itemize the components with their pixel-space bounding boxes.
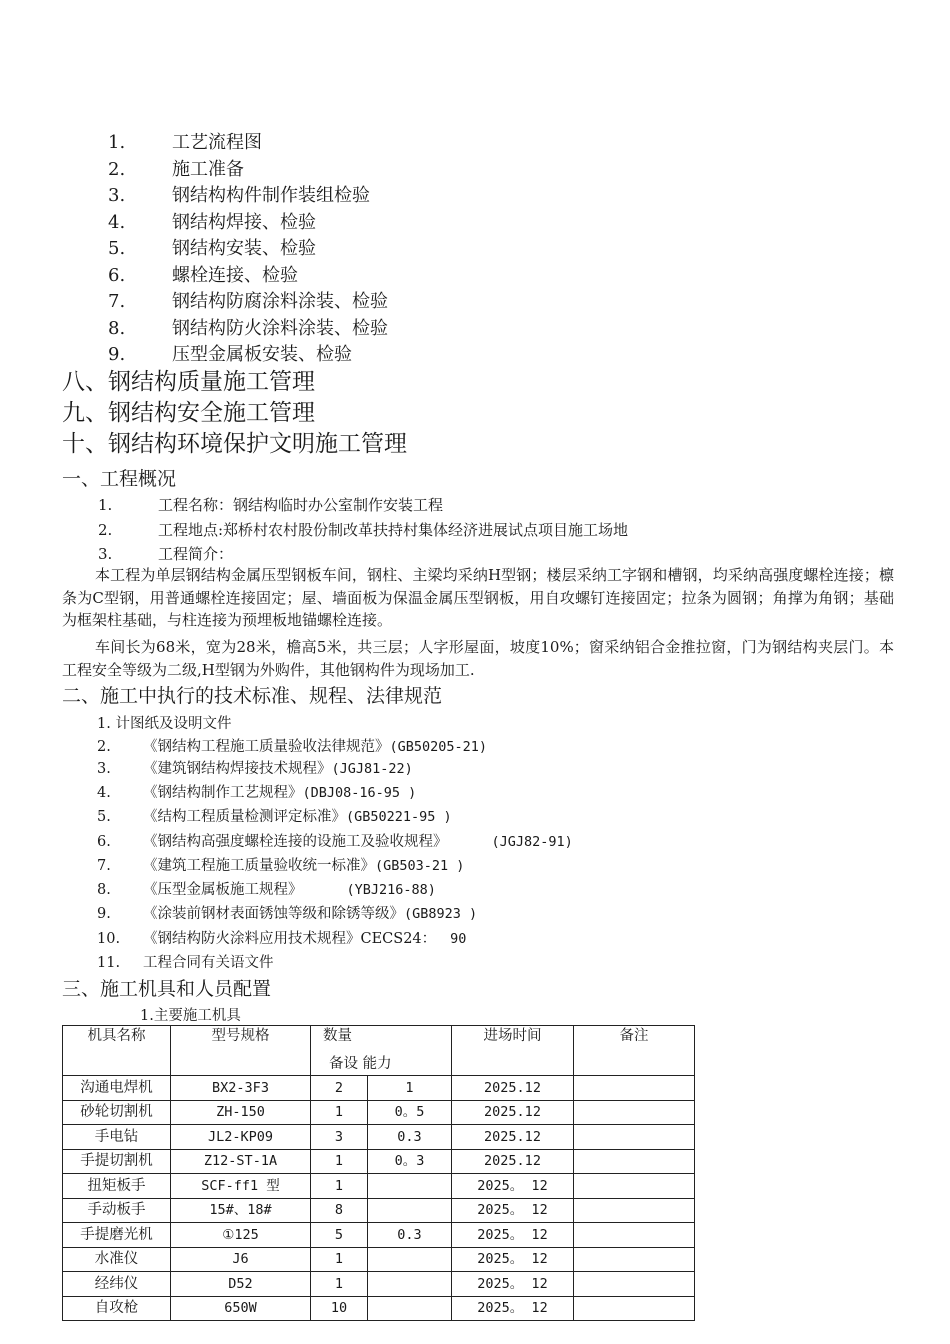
- standard-item: 10. 《钢结构防火涂料应用技术规程》CECS24： 90: [97, 931, 467, 947]
- toc-item: 8. 钢结构防火涂料涂装、检验: [108, 318, 388, 339]
- overview-paragraph: 车间长为68米，宽为28米，檐高5米，共三层；人字形屋面，坡度10%；窗采纳铝合金推拉窗，门为钢结构夹层门。本工程安全等级为二级,H型钢为外购件，其他钢构件为现场加工.: [62, 638, 894, 679]
- toc-item: 4. 钢结构焊接、检验: [108, 212, 316, 233]
- equipment-table: [62, 1025, 695, 1321]
- cell-date: 2025。 12: [452, 1247, 574, 1272]
- cell-qty: 8: [311, 1198, 368, 1223]
- cell-date: 2025。 12: [452, 1198, 574, 1223]
- cell-cap: [368, 1198, 452, 1223]
- cell-cap: 0.3: [368, 1223, 452, 1248]
- toc-item: 1. 工艺流程图: [108, 132, 262, 153]
- cell-note: [574, 1223, 695, 1248]
- section-heading: 一、工程概况: [62, 468, 177, 490]
- standard-item: 6. 《钢结构高强度螺栓连接的设施工及验收规程》 (JGJ82-91): [97, 834, 573, 850]
- table-row: [63, 1100, 695, 1125]
- cell-qty: 10: [311, 1296, 368, 1321]
- standard-item: 3. 《建筑钢结构焊接技术规程》(JGJ81-22): [97, 761, 413, 777]
- cell-name: 自攻枪: [63, 1296, 171, 1321]
- table-row: [63, 1198, 695, 1223]
- cell-qty: 1: [311, 1149, 368, 1174]
- header-cell-qty: 数量 备设 能力: [311, 1026, 452, 1076]
- cell-spec: ①125: [171, 1223, 311, 1248]
- section-heading: 二、施工中执行的技术标准、规程、法律规范: [62, 685, 443, 707]
- standard-item: 2. 《钢结构工程施工质量验收法律规范》(GB50205-21): [97, 739, 488, 755]
- cell-date: 2025。 12: [452, 1174, 574, 1199]
- cell-spec: 15#、18#: [171, 1198, 311, 1223]
- table-header-row: [63, 1026, 695, 1076]
- toc-item: 2. 施工准备: [108, 159, 244, 180]
- cell-spec: 650W: [171, 1296, 311, 1321]
- cell-qty: 1: [311, 1100, 368, 1125]
- list-item: 3. 工程简介：: [98, 545, 234, 563]
- cell-spec: Z12-ST-1A: [171, 1149, 311, 1174]
- cell-note: [574, 1149, 695, 1174]
- standard-item: 1. 计图纸及设明文件: [97, 716, 232, 732]
- cell-spec: D52: [171, 1272, 311, 1297]
- table-row: [63, 1076, 695, 1101]
- cell-cap: [368, 1296, 452, 1321]
- cell-note: [574, 1174, 695, 1199]
- cell-cap: 0.3: [368, 1125, 452, 1150]
- list-item: 2. 工程地点:郑桥村农村股份制改革扶持村集体经济进展试点项目施工场地: [98, 521, 629, 539]
- header-cell-date: 进场时间: [452, 1026, 574, 1076]
- standard-item: 9. 《涂装前钢材表面锈蚀等级和除锈等级》(GB8923 ): [97, 906, 478, 922]
- cell-note: [574, 1076, 695, 1101]
- standard-item: 7. 《建筑工程施工质量验收统一标准》(GB503-21 ): [97, 858, 465, 874]
- cell-name: 砂轮切割机: [63, 1100, 171, 1125]
- cell-qty: 1: [311, 1174, 368, 1199]
- cell-note: [574, 1198, 695, 1223]
- cell-note: [574, 1247, 695, 1272]
- toc-item: 9. 压型金属板安装、检验: [108, 344, 352, 365]
- chapter-heading: 八、钢结构质量施工管理: [62, 369, 315, 395]
- standard-item: 5. 《结构工程质量检测评定标准》(GB50221-95 ): [97, 809, 452, 825]
- table-row: [63, 1223, 695, 1248]
- standard-item: 8. 《压型金属板施工规程》 (YBJ216-88): [97, 882, 436, 898]
- toc-item: 7. 钢结构防腐涂料涂装、检验: [108, 291, 388, 312]
- cell-name: 手动板手: [63, 1198, 171, 1223]
- cell-date: 2025.12: [452, 1076, 574, 1101]
- cell-date: 2025。 12: [452, 1296, 574, 1321]
- cell-qty: 5: [311, 1223, 368, 1248]
- cell-name: 手提切割机: [63, 1149, 171, 1174]
- cell-qty: 2: [311, 1076, 368, 1101]
- toc-item: 6. 螺栓连接、检验: [108, 265, 298, 286]
- cell-note: [574, 1125, 695, 1150]
- cell-date: 2025.12: [452, 1149, 574, 1174]
- cell-spec: JL2-KP09: [171, 1125, 311, 1150]
- cell-name: 手电钻: [63, 1125, 171, 1150]
- cell-spec: SCF-ff1 型: [171, 1174, 311, 1199]
- cell-cap: 1: [368, 1076, 452, 1101]
- cell-name: 经纬仪: [63, 1272, 171, 1297]
- cell-qty: 3: [311, 1125, 368, 1150]
- cell-spec: J6: [171, 1247, 311, 1272]
- cell-note: [574, 1272, 695, 1297]
- cell-date: 2025。 12: [452, 1223, 574, 1248]
- section-heading: 三、施工机具和人员配置: [62, 978, 272, 1000]
- overview-paragraph: 本工程为单层钢结构金属压型钢板车间，钢柱、主梁均采纳H型钢；楼层采纳工字钢和槽钢，均采纳高强度螺栓连接；檩条为C型钢，用普通螺栓连接固定；屋、墙面板为保温金属压型钢板，用自攻螺钉连接固定；拉条为圆钢；角撑为角钢；基础为框架柱基础，与柱连接为预埋板地锚螺栓连接。: [62, 566, 894, 629]
- cell-cap: [368, 1272, 452, 1297]
- standard-item: 4. 《钢结构制作工艺规程》(DBJ08-16-95 ): [97, 785, 417, 801]
- cell-note: [574, 1296, 695, 1321]
- cell-cap: [368, 1174, 452, 1199]
- list-item: 1. 工程名称：钢结构临时办公室制作安装工程: [98, 496, 444, 514]
- cell-name: 水准仪: [63, 1247, 171, 1272]
- table-row: [63, 1125, 695, 1150]
- toc-item: 5. 钢结构安装、检验: [108, 238, 316, 259]
- table-row: [63, 1296, 695, 1321]
- standard-item: 11. 工程合同有关语文件: [97, 955, 274, 971]
- header-cell-name: 机具名称: [63, 1026, 171, 1076]
- toc-item: 3. 钢结构构件制作装组检验: [108, 185, 370, 206]
- cell-qty: 1: [311, 1247, 368, 1272]
- header-cell-note: 备注: [574, 1026, 695, 1076]
- cell-name: 沟通电焊机: [63, 1076, 171, 1101]
- cell-name: 扭矩板手: [63, 1174, 171, 1199]
- cell-cap: 0。5: [368, 1100, 452, 1125]
- table-row: [63, 1149, 695, 1174]
- cell-name: 手提磨光机: [63, 1223, 171, 1248]
- table-row: [63, 1272, 695, 1297]
- cell-cap: 0。3: [368, 1149, 452, 1174]
- cell-cap: [368, 1247, 452, 1272]
- cell-note: [574, 1100, 695, 1125]
- cell-qty: 1: [311, 1272, 368, 1297]
- cell-spec: ZH-150: [171, 1100, 311, 1125]
- cell-spec: BX2-3F3: [171, 1076, 311, 1101]
- chapter-heading: 九、钢结构安全施工管理: [62, 400, 315, 426]
- cell-date: 2025.12: [452, 1100, 574, 1125]
- table-row: [63, 1247, 695, 1272]
- chapter-heading: 十、钢结构环境保护文明施工管理: [62, 431, 407, 457]
- cell-date: 2025.12: [452, 1125, 574, 1150]
- cell-date: 2025。 12: [452, 1272, 574, 1297]
- table-caption: 1.主要施工机具: [140, 1008, 241, 1024]
- table-row: [63, 1174, 695, 1199]
- header-cell-spec: 型号规格: [171, 1026, 311, 1076]
